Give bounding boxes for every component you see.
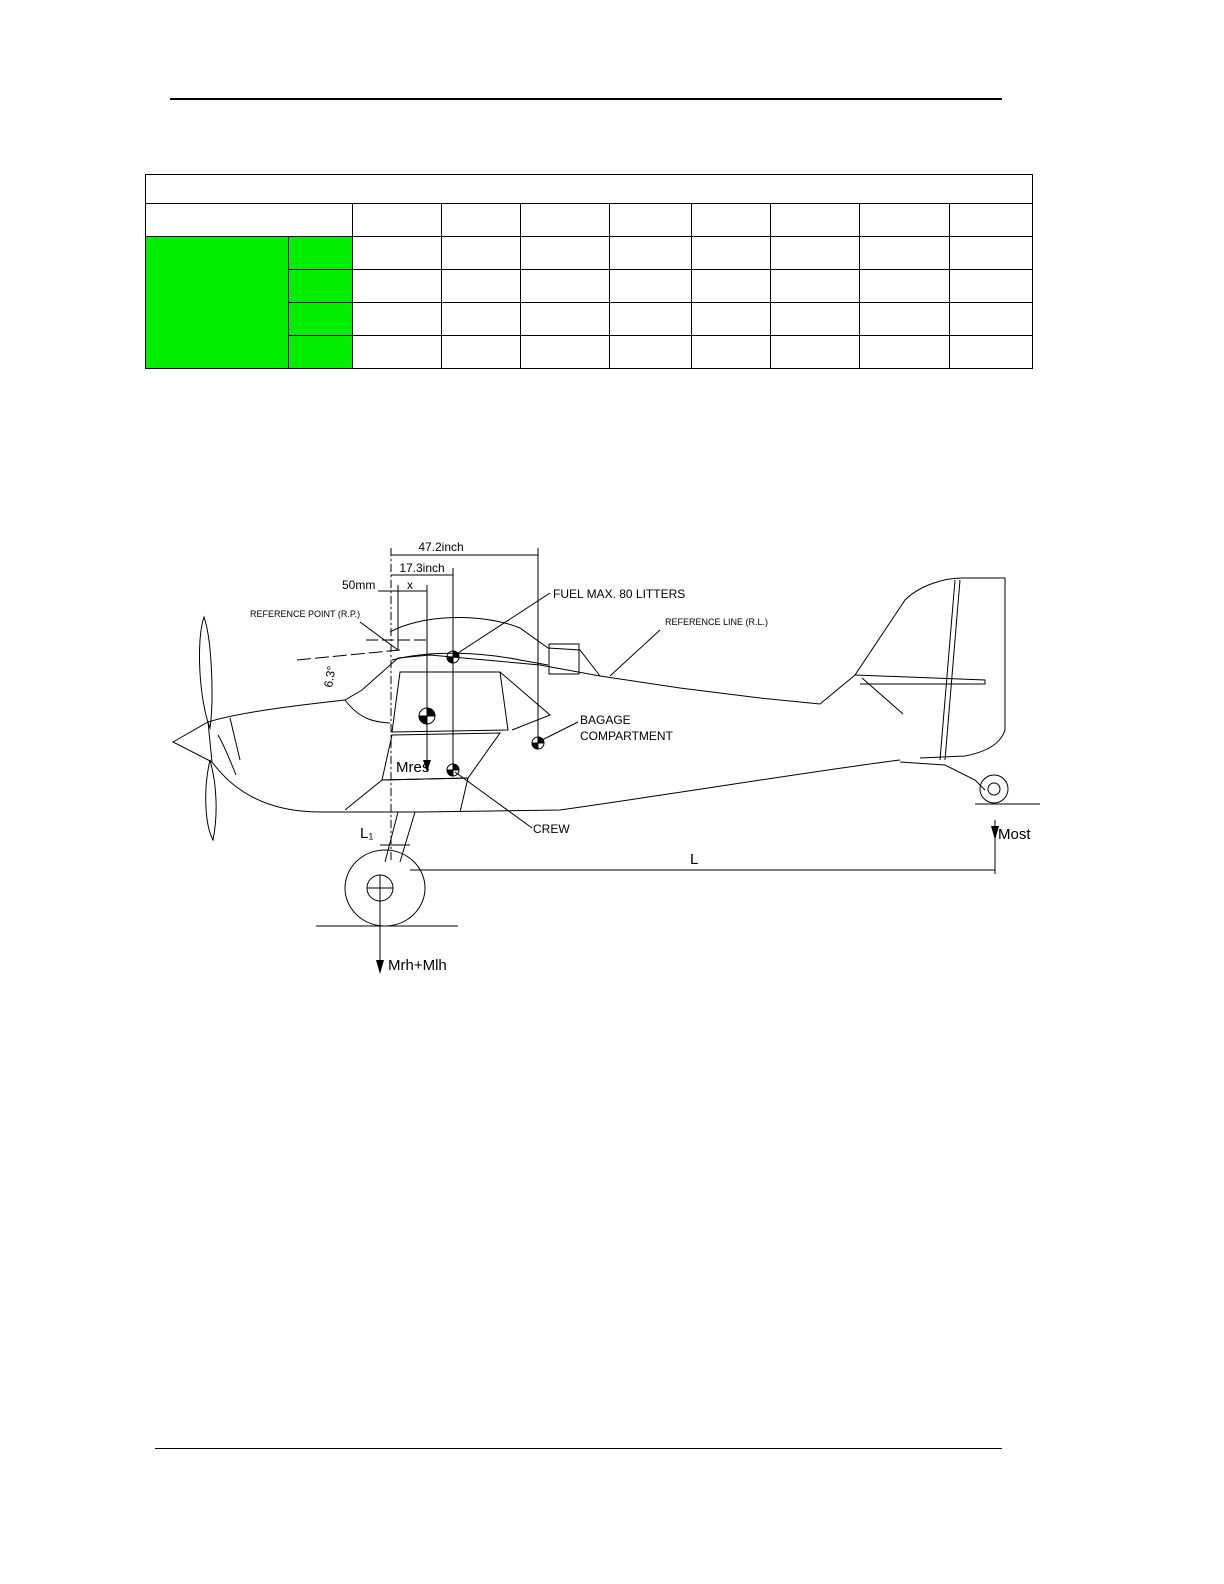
wing <box>390 617 600 676</box>
bagage-label-2: COMPARTMENT <box>580 729 673 743</box>
l-label: L <box>690 851 699 868</box>
cabin-door <box>345 672 550 812</box>
dim-x-label: x <box>407 578 413 592</box>
tail-surfaces <box>855 580 985 760</box>
angle-label: 6.3° <box>321 664 339 689</box>
leader-lines <box>360 593 660 828</box>
dim-50-label: 50mm <box>342 578 376 592</box>
cg-markers <box>419 651 544 776</box>
footer-rule <box>155 1448 1002 1449</box>
crew-label: CREW <box>533 822 570 836</box>
mres-label: Mres <box>396 759 430 776</box>
tailwheel <box>900 762 1040 804</box>
bagage-label-1: BAGAGE <box>580 713 631 727</box>
reference-line-label: REFERENCE LINE (R.L.) <box>665 617 769 627</box>
force-arrows <box>376 760 999 974</box>
dim-47-label: 47.2inch <box>418 540 464 554</box>
reference-point-label: REFERENCE POINT (R.P.) <box>250 609 361 619</box>
propeller <box>173 617 216 840</box>
dimension-lines <box>297 548 995 960</box>
mrh-mlh-label: Mrh+Mlh <box>388 957 447 974</box>
most-label: Most <box>998 826 1031 843</box>
main-wheel <box>316 812 458 926</box>
l1-label: L₁ <box>360 825 374 842</box>
dim-17-label: 17.3inch <box>399 561 445 575</box>
fuel-label: FUEL MAX. 80 LITTERS <box>553 587 686 601</box>
